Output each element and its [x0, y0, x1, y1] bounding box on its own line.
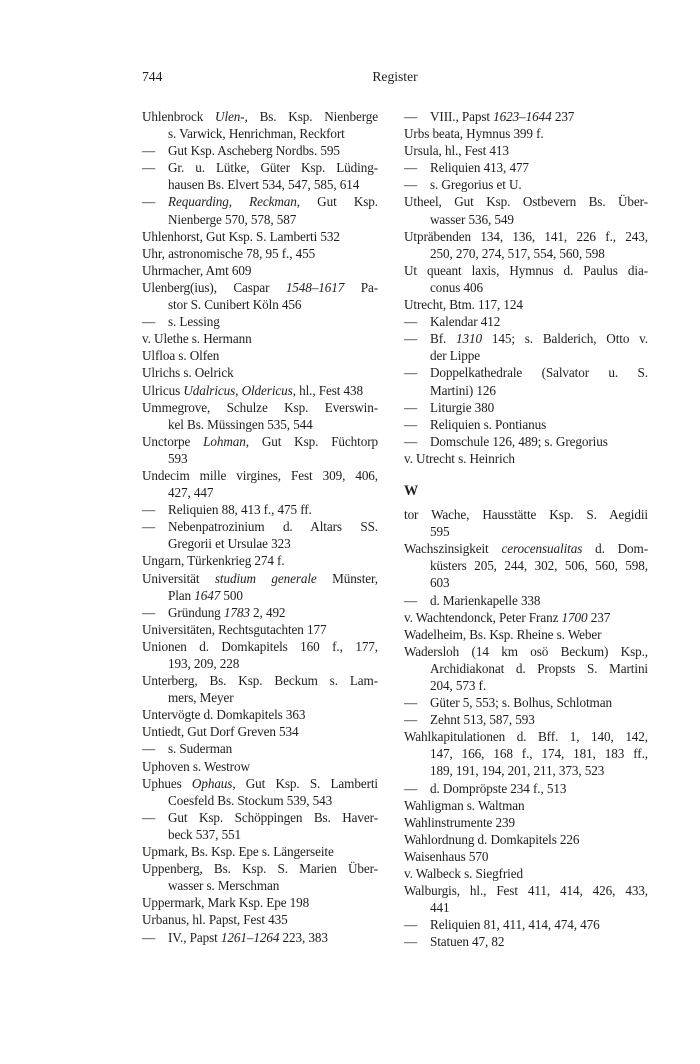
index-line — [404, 142, 648, 159]
index-line-text-italic: cerocensualitas — [501, 541, 583, 557]
index-line — [404, 228, 648, 245]
index-line-text: s. Suderman — [168, 741, 233, 757]
book-page — [142, 68, 648, 950]
entry-dash: — — [142, 741, 156, 757]
index-line-text: 595 — [430, 524, 450, 540]
index-line-text: küsters 205, 244, 302, 506, 560, 598, — [430, 558, 648, 574]
index-line-text: 147, 166, 168 f., 174, 181, 183 ff., — [430, 746, 648, 762]
index-line-text: 193, 209, 228 — [168, 656, 240, 671]
index-line — [142, 125, 378, 142]
index-line — [142, 484, 378, 501]
index-line — [404, 574, 648, 591]
index-line — [142, 347, 378, 364]
index-line — [142, 518, 378, 535]
page-title: Register — [372, 69, 418, 84]
running-header — [142, 68, 648, 86]
index-line-text: 145; s. Balderich, Otto v. — [482, 331, 648, 347]
index-line — [404, 330, 648, 347]
index-line — [142, 142, 378, 159]
index-line — [142, 330, 378, 347]
index-line — [142, 399, 378, 416]
index-line-text: Uhlenbrock — [142, 109, 216, 124]
entry-dash: — — [404, 160, 418, 176]
index-line — [404, 933, 648, 950]
index-line-text: Uppenberg, Bs. Ksp. S. Marien Über- — [142, 861, 378, 877]
index-line — [404, 159, 648, 176]
index-line-text: Urbanus, hl. Papst, Fest 435 — [142, 912, 288, 928]
index-line — [404, 557, 648, 574]
index-line — [404, 416, 648, 433]
index-line — [142, 501, 378, 518]
index-line — [142, 740, 378, 757]
index-line-text: Walburgis, hl., Fest 411, 414, 426, 433, — [404, 883, 648, 899]
index-line — [142, 877, 378, 894]
index-line — [142, 809, 378, 826]
index-line-text: 250, 270, 274, 517, 554, 560, 598 — [430, 245, 605, 261]
index-line-text: Utpräbenden 134, 136, 141, 226 f., 243, — [404, 228, 648, 244]
index-line-text: Universitäten, Rechtsgutachten 177 — [142, 621, 327, 637]
index-line — [142, 911, 378, 928]
index-line-text: Plan — [168, 587, 195, 603]
entry-dash: — — [142, 809, 156, 825]
index-line-text: Uhlenhorst, Gut Ksp. S. Lamberti 532 — [142, 228, 340, 244]
index-line-text: Martini) 126 — [430, 382, 496, 398]
index-text — [142, 108, 648, 951]
index-line-text: Ungarn, Türkenkrieg 274 f. — [142, 553, 285, 569]
index-line — [142, 604, 378, 621]
index-line-text: Reliquien 81, 411, 414, 474, 476 — [430, 917, 600, 933]
index-line-text: Wadelheim, Bs. Ksp. Rheine s. Weber — [404, 626, 602, 642]
entry-dash: — — [404, 177, 418, 193]
index-line-text: 427, 447 — [168, 485, 214, 501]
index-line-text-italic: Ophaus — [191, 775, 233, 791]
index-line — [142, 570, 378, 587]
index-line-text: 603 — [430, 575, 450, 591]
index-line — [404, 433, 648, 450]
index-line-text: Unterberg, Bs. Ksp. Beckum s. Lam- — [142, 673, 378, 689]
index-line — [142, 193, 378, 210]
index-line — [142, 758, 378, 775]
index-line — [404, 279, 648, 296]
index-line — [142, 723, 378, 740]
index-line-text: Doppelkathedrale (Salvator u. S. — [430, 365, 648, 381]
entry-dash: — — [404, 712, 418, 728]
index-line-text: mers, Meyer — [168, 690, 234, 706]
index-line — [142, 792, 378, 809]
index-line-text: d. Dompröpste 234 f., 513 — [430, 780, 567, 796]
index-line — [404, 347, 648, 364]
index-line — [142, 672, 378, 689]
entry-dash: — — [142, 143, 156, 159]
index-line-text: Utrecht, Btm. 117, 124 — [404, 297, 523, 313]
index-line — [142, 587, 378, 604]
index-line-text: beck 537, 551 — [168, 826, 242, 842]
index-line-text: kel Bs. Müssingen 535, 544 — [168, 416, 313, 432]
index-line-text: Wahligman s. Waltman — [404, 797, 525, 813]
index-left-column — [142, 108, 378, 951]
index-line — [142, 108, 378, 125]
index-line-text-italic: 1647 — [194, 587, 221, 603]
index-line — [404, 848, 648, 865]
entry-dash: — — [404, 917, 418, 933]
entry-dash: — — [404, 399, 418, 415]
index-line — [142, 552, 378, 569]
index-line — [142, 929, 378, 946]
index-line-text: Pa- — [344, 279, 378, 295]
index-line-text: , Gut Ksp. Füchtorp — [245, 433, 379, 449]
index-line — [142, 535, 378, 552]
index-line — [142, 211, 378, 228]
index-line — [142, 176, 378, 193]
index-line — [142, 416, 378, 433]
index-line — [404, 711, 648, 728]
index-line-text: 237 — [587, 609, 611, 625]
entry-dash: — — [142, 929, 156, 945]
index-line-text: s. Varwick, Henrichman, Reckfort — [168, 126, 345, 142]
index-line-text: IV., Papst — [168, 929, 221, 945]
index-line-text: v. Utrecht s. Heinrich — [404, 450, 515, 466]
index-right-column — [404, 108, 648, 951]
index-line-text: , Gut Ksp. S. Lamberti — [232, 775, 378, 791]
index-line-text: , Bs. Ksp. Nienberge — [244, 109, 378, 124]
index-line-text-italic: Requarding, Reckman — [168, 194, 297, 210]
index-line-text: Urbs beata, Hymnus 399 f. — [404, 126, 544, 142]
index-line — [142, 245, 378, 262]
index-line-text: Ummegrove, Schulze Ksp. Everswin- — [142, 399, 378, 415]
index-line — [404, 728, 648, 745]
index-line-text: Ulenberg(ius), Caspar — [142, 279, 286, 295]
index-line-text: , Gut Ksp. — [296, 194, 378, 210]
index-line-text: Reliquien 88, 413 f., 475 ff. — [168, 502, 312, 518]
index-line — [142, 279, 378, 296]
index-line-text: wasser s. Merschman — [168, 878, 280, 894]
index-line — [404, 899, 648, 916]
entry-dash: — — [142, 314, 156, 330]
entry-dash: — — [142, 194, 156, 210]
index-line — [404, 882, 648, 899]
index-line-text: Gregorii et Ursulae 323 — [168, 536, 291, 552]
index-line-text: Nienberge 570, 578, 587 — [168, 211, 297, 227]
index-line-text-italic: Ulen- — [215, 109, 245, 124]
index-line-text: Wahlkapitulationen d. Bff. 1, 140, 142, — [404, 729, 648, 745]
index-line — [142, 450, 378, 467]
index-line — [142, 706, 378, 723]
index-line-text: 237 — [551, 109, 575, 124]
entry-dash: — — [404, 365, 418, 381]
index-line — [404, 831, 648, 848]
index-line-text: Wahlinstrumente 239 — [404, 814, 515, 830]
index-line — [404, 176, 648, 193]
index-line-text: Wahlordnung d. Domkapitels 226 — [404, 831, 580, 847]
entry-dash: — — [404, 695, 418, 711]
entry-dash: — — [404, 331, 418, 347]
index-line — [142, 689, 378, 706]
index-line-text: Gr. u. Lütke, Güter Ksp. Lüding- — [168, 160, 378, 176]
index-line — [404, 797, 648, 814]
index-line — [404, 364, 648, 381]
index-line-text: Wachszinsigkeit — [404, 541, 502, 557]
index-line-text: Nebenpatrozinium d. Altars SS. — [168, 519, 378, 535]
index-line-text: Reliquien 413, 477 — [430, 160, 529, 176]
index-line — [404, 626, 648, 643]
index-line-text-italic: 1623–1644 — [493, 109, 552, 124]
index-line-text: Upmark, Bs. Ksp. Epe s. Längerseite — [142, 844, 334, 860]
index-line — [404, 211, 648, 228]
index-line-text: Liturgie 380 — [430, 399, 495, 415]
index-line — [404, 592, 648, 609]
entry-dash: — — [142, 160, 156, 176]
index-line-text: Universität — [142, 570, 215, 586]
index-line-text-italic: 1700 — [561, 609, 588, 625]
index-line — [404, 745, 648, 762]
index-line — [404, 450, 648, 467]
index-line-text: Waisenhaus 570 — [404, 848, 489, 864]
index-line — [142, 826, 378, 843]
index-line — [404, 660, 648, 677]
index-line-text-italic: 1783 — [223, 604, 250, 620]
index-line-text: Uphues — [142, 775, 192, 791]
index-line-text: Ut queant laxis, Hymnus d. Paulus dia- — [404, 262, 648, 278]
index-line — [142, 843, 378, 860]
index-line — [404, 399, 648, 416]
index-line — [404, 762, 648, 779]
index-line — [404, 108, 648, 125]
index-line — [142, 313, 378, 330]
index-line — [142, 433, 378, 450]
entry-dash: — — [404, 780, 418, 796]
index-line-text: 2, 492 — [249, 604, 286, 620]
index-line — [404, 609, 648, 626]
index-line-text: 441 — [430, 900, 450, 916]
index-line-text: Uphoven s. Westrow — [142, 758, 250, 774]
index-line-text: Münster, — [316, 570, 378, 586]
index-line-text: 204, 573 f. — [430, 678, 487, 693]
index-line — [142, 262, 378, 279]
index-line — [404, 523, 648, 540]
index-line-text: v. Wachtendonck, Peter Franz — [404, 609, 562, 625]
index-line — [404, 262, 648, 279]
page-number: 744 — [142, 69, 163, 84]
index-line-text: Utheel, Gut Ksp. Ostbevern Bs. Über- — [404, 194, 648, 210]
index-line — [404, 643, 648, 660]
index-line-text-italic: Udalricus, Oldericus — [183, 382, 293, 398]
index-line-text: Gut Ksp. Ascheberg Nordbs. 595 — [168, 143, 340, 159]
index-line-text: W — [404, 482, 419, 499]
index-line-text: Uppermark, Mark Ksp. Epe 198 — [142, 895, 310, 911]
index-line-text: Güter 5, 553; s. Bolhus, Schlotman — [430, 695, 612, 711]
index-line-text: Kalendar 412 — [430, 314, 501, 330]
entry-dash: — — [404, 109, 418, 124]
index-line-text: d. Dom- — [582, 541, 648, 557]
entry-dash: — — [404, 416, 418, 432]
index-line-text: Ulrichs s. Oelrick — [142, 365, 234, 381]
index-line-text: Zehnt 513, 587, 593 — [430, 712, 535, 728]
entry-dash: — — [404, 592, 418, 608]
index-line — [404, 694, 648, 711]
index-line-text: s. Gregorius et U. — [430, 177, 522, 193]
index-line-text: Untervögte d. Domkapitels 363 — [142, 707, 306, 723]
index-line — [404, 313, 648, 330]
index-line — [404, 916, 648, 933]
index-line — [404, 780, 648, 797]
index-line — [142, 621, 378, 638]
index-line-text: v. Ulethe s. Hermann — [142, 331, 252, 347]
index-line — [142, 894, 378, 911]
index-line-text: d. Marienkapelle 338 — [430, 592, 541, 608]
index-line-text: Untiedt, Gut Dorf Greven 534 — [142, 724, 299, 740]
index-line — [404, 865, 648, 882]
index-line — [404, 193, 648, 210]
index-line-text: Ursula, hl., Fest 413 — [404, 143, 509, 159]
index-line-text: Uhr, astronomische 78, 95 f., 455 — [142, 245, 316, 261]
index-line-text-italic: 1261–1264 — [220, 929, 280, 945]
index-line — [142, 228, 378, 245]
index-line-text: Gut Ksp. Schöppingen Bs. Haver- — [168, 809, 378, 825]
index-line-text: Unionen d. Domkapitels 160 f., 177, — [142, 638, 378, 654]
index-line-text: Ulricus — [142, 382, 184, 398]
index-line — [142, 638, 378, 655]
index-line-text-italic: 1310 — [456, 331, 483, 347]
index-line-text: der Lippe — [430, 348, 480, 364]
index-line-text: 593 — [168, 450, 188, 466]
index-line-text: , hl., Fest 438 — [292, 382, 363, 398]
section-header — [404, 483, 648, 500]
index-line-text-italic: Lohman — [203, 433, 246, 449]
index-line — [404, 245, 648, 262]
index-line — [404, 382, 648, 399]
index-line — [142, 860, 378, 877]
index-line-text: Uhrmacher, Amt 609 — [142, 262, 252, 278]
index-line-text: Coesfeld Bs. Stockum 539, 543 — [168, 792, 333, 808]
index-line — [142, 467, 378, 484]
index-line — [404, 677, 648, 694]
index-line-text-italic: studium generale — [214, 570, 317, 586]
index-line-text-italic: 1548–1617 — [285, 279, 345, 295]
index-line — [142, 655, 378, 672]
entry-dash: — — [404, 314, 418, 330]
index-line-text: 223, 383 — [279, 929, 328, 945]
index-line-text: Gründung — [168, 604, 224, 620]
index-line-text: wasser 536, 549 — [430, 211, 514, 227]
index-line-text: Domschule 126, 489; s. Gregorius — [430, 433, 608, 449]
index-line — [404, 540, 648, 557]
index-line-text: Wadersloh (14 km osö Beckum) Ksp., — [404, 643, 648, 659]
index-line — [404, 506, 648, 523]
index-line-text: Bf. — [430, 331, 457, 347]
entry-dash: — — [142, 604, 156, 620]
entry-dash: — — [142, 502, 156, 518]
index-line-text: v. Walbeck s. Siegfried — [404, 866, 523, 882]
index-line-text: 189, 191, 194, 201, 211, 373, 523 — [430, 763, 605, 779]
entry-dash: — — [142, 519, 156, 535]
index-line — [404, 296, 648, 313]
index-line-text: Unctorpe — [142, 433, 204, 449]
index-line-text: Undecim mille virgines, Fest 309, 406, — [142, 467, 378, 483]
index-line-text: hausen Bs. Elvert 534, 547, 585, 614 — [168, 177, 360, 193]
index-line-text: Archidiakonat d. Propsts S. Martini — [430, 660, 648, 676]
index-line-text: 500 — [220, 587, 243, 603]
index-line — [404, 814, 648, 831]
entry-dash: — — [404, 433, 418, 449]
index-line — [142, 382, 378, 399]
index-line — [142, 296, 378, 313]
index-line-text: s. Lessing — [168, 314, 220, 330]
entry-dash: — — [404, 934, 418, 950]
index-line — [404, 125, 648, 142]
index-line — [142, 159, 378, 176]
index-line-text: Ulfloa s. Olfen — [142, 348, 220, 364]
index-line — [142, 775, 378, 792]
index-line-text: VIII., Papst — [430, 109, 494, 124]
index-line-text: Statuen 47, 82 — [430, 934, 505, 950]
index-line-text: Reliquien s. Pontianus — [430, 416, 547, 432]
index-line — [142, 364, 378, 381]
index-line-text: stor S. Cunibert Köln 456 — [168, 297, 302, 313]
index-line-text: tor Wache, Hausstätte Ksp. S. Aegidii — [404, 507, 648, 523]
index-line-text: conus 406 — [430, 279, 483, 295]
